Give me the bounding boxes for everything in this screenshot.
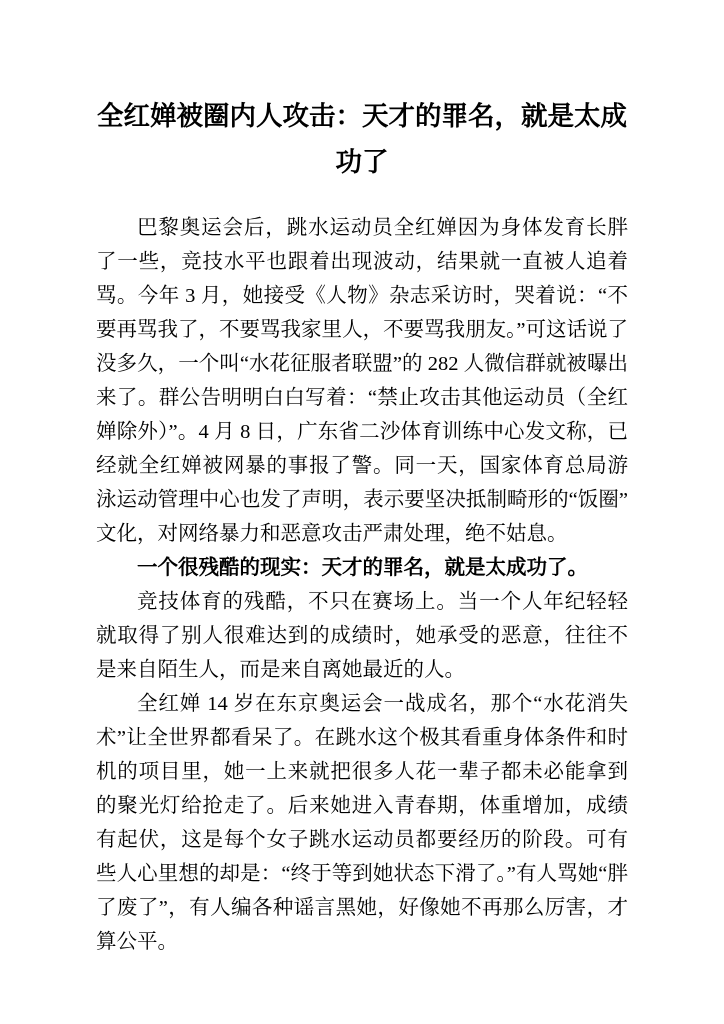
document-title: 全红婵被圈内人攻击：天才的罪名，就是太成功了	[97, 101, 627, 177]
section-heading: 一个很残酷的现实：天才的罪名，就是太成功了。	[137, 557, 588, 579]
paragraph-intro: 巴黎奥运会后，跳水运动员全红婵因为身体发育长胖了一些，竞技水平也跟着出现波动，结果就一直被人追着骂。今年 3 月，她接受《人物》杂志采访时，哭着说：“不要再骂我了，不要骂我家里人，不要骂我朋友。”可这话说了没多久，一个叫“水花征服者联盟”的 282 人微信群就被曝出来了。群公告明明白白写着：“禁止攻击其他运动员（全红婵除外）”。4 月 8 日，广东省二沙体育训练中心发文称，已经就全红婵被网暴的事报了警。同一天，国家体育总局游泳运动管理中心也发了声明，表示要坚决抵制畸形的“饭圈”文化，对网络暴力和恶意攻击严肃处理，绝不姑息。	[96, 217, 628, 545]
paragraph-cruelty: 竞技体育的残酷，不只在赛场上。当一个人年纪轻轻就取得了别人很难达到的成绩时，她承受的恶意，往往不是来自陌生人，而是来自离她最近的人。	[96, 591, 628, 681]
paragraph-career: 全红婵 14 岁在东京奥运会一战成名，那个“水花消失术”让全世界都看呆了。在跳水这个极其看重身体条件和时机的项目里，她一上来就把很多人花一辈子都未必能拿到的聚光灯给抢走了。后来她进入青春期，体重增加，成绩有起伏，这是每个女子跳水运动员都要经历的阶段。可有些人心里想的却是：“终于等到她状态下滑了。”有人骂她“胖了废了”，有人编各种谣言黑她，好像她不再那么厉害，才算公平。	[96, 693, 628, 953]
document-body	[96, 211, 628, 959]
